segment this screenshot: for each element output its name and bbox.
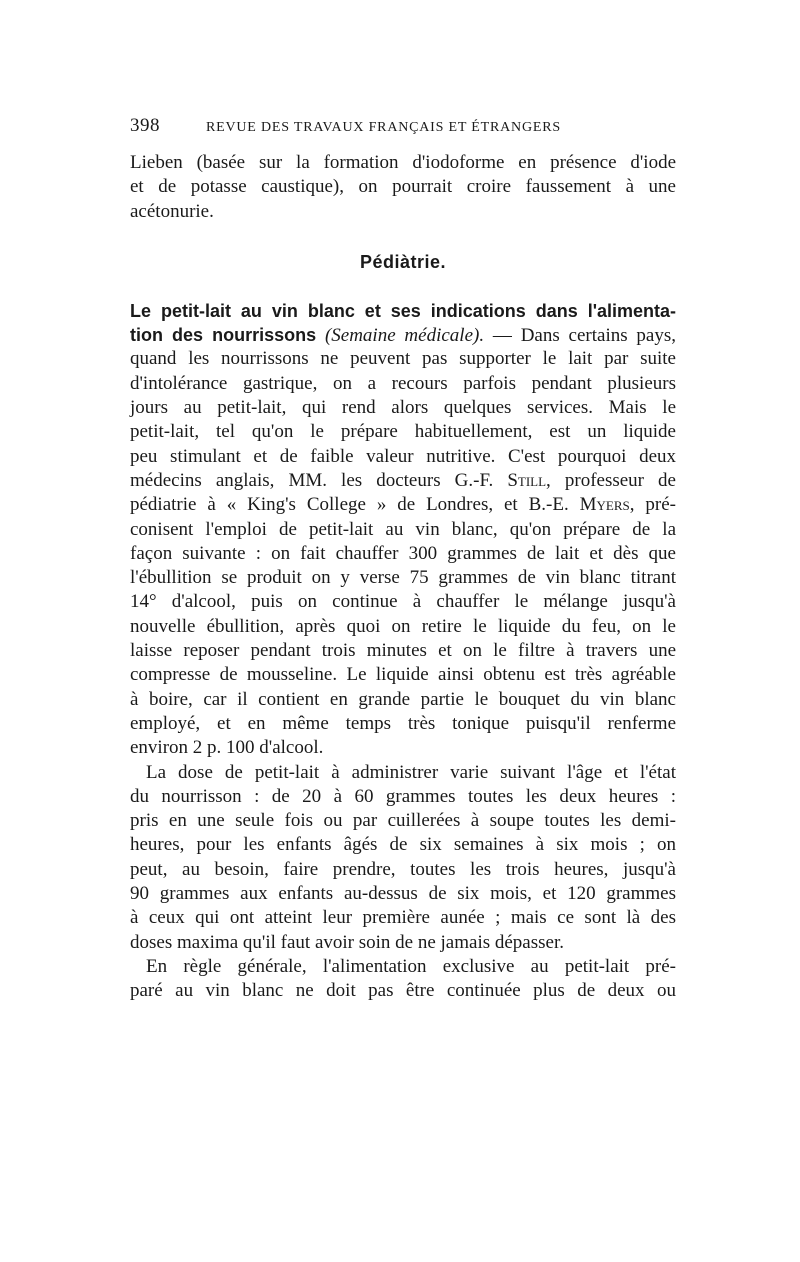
text-line: nouvelle ébullition, après quoi on retire le liquide du feu, on le — [130, 615, 676, 637]
text-segment: — Dans certains pays, — [484, 325, 676, 347]
article-source: (Semaine médicale). — [324, 325, 485, 347]
text-line: paré au vin blanc ne doit pas être continuée plus de deux ou — [130, 980, 676, 1002]
text-line: laisse reposer pendant trois minutes et on le filtre à travers une — [130, 640, 676, 662]
text-line: quand les nourrissons ne peuvent pas supporter le lait par suite — [130, 348, 676, 370]
article-title-cont: tion des nourrissons — [130, 325, 317, 346]
text-line: doses maxima qu'il faut avoir soin de ne jamais dépasser. — [130, 931, 564, 953]
text-line: environ 2 p. 100 d'alcool. — [130, 737, 324, 759]
text-line — [130, 323, 676, 347]
text-line: l'ébullition se produit on y verse 75 grammes de vin blanc titrant — [130, 567, 676, 589]
text-line: Lieben (basée sur la formation d'iodoforme en présence d'iode — [130, 152, 676, 173]
text-line: façon suivante : on fait chauffer 300 grammes de lait et dès que — [130, 542, 676, 564]
book-page — [130, 115, 676, 1004]
text-line — [130, 469, 676, 493]
text-segment: médecins anglais, MM. les docteurs G.-F. — [130, 469, 494, 491]
running-title: REVUE DES TRAVAUX FRANÇAIS ET ÉTRANGERS — [206, 120, 561, 135]
text-segment: pédiatrie à « King's College » de Londres, et B.-E. — [130, 494, 580, 516]
author-name: Still — [507, 469, 547, 491]
text-line: petit-lait, tel qu'on le prépare habituellement, est un liquide — [130, 421, 676, 443]
running-head — [130, 115, 676, 145]
text-line: conisent l'emploi de petit-lait au vin blanc, qu'on prépare de la — [130, 518, 676, 540]
section-heading: Pédiàtrie. — [359, 251, 447, 272]
article-paragraph — [130, 299, 676, 761]
text-line: peu stimulant et de faible valeur nutritive. C'est pourquoi deux — [130, 445, 676, 467]
text-line: peut, au besoin, faire prendre, toutes les trois heures, jusqu'à — [130, 858, 676, 880]
text-line: employé, et en même temps très tonique puisqu'il renferme — [130, 712, 676, 734]
text-segment: , pré- — [629, 494, 676, 516]
dosage-paragraph — [130, 761, 676, 955]
text-line: compresse de mousseline. Le liquide ainsi obtenu est très agréable — [130, 664, 676, 686]
text-segment: , professeur de — [546, 469, 676, 491]
text-line: acétonurie. — [130, 200, 214, 222]
text-line: d'intolérance gastrique, on a recours parfois pendant plusieurs — [130, 372, 676, 394]
page-number: 398 — [130, 115, 160, 136]
text-line: La dose de petit-lait à administrer varie suivant l'âge et l'état — [146, 761, 676, 783]
text-line: à boire, car il contient en grande partie le bouquet du vin blanc — [130, 688, 676, 710]
text-line: et de potasse caustique), on pourrait croire faussement à une — [130, 176, 676, 198]
text-line: 14° d'alcool, puis on continue à chauffer le mélange jusqu'à — [130, 591, 676, 613]
article-title-line — [130, 299, 676, 323]
text-line: heures, pour les enfants âgés de six semaines à six mois ; on — [130, 834, 676, 856]
text-line — [130, 493, 676, 517]
text-line: jours au petit-lait, qui rend alors quelques services. Mais le — [130, 397, 676, 419]
text-line: 90 grammes aux enfants au-dessus de six mois, et 120 grammes — [130, 883, 676, 905]
intro-paragraph — [130, 151, 676, 224]
text-line: à ceux qui ont atteint leur première aunée ; mais ce sont là des — [130, 907, 676, 929]
text-line: pris en une seule fois ou par cuillerées à soupe toutes les demi- — [130, 810, 676, 832]
author-name: Myers — [579, 494, 630, 516]
text-line: En règle générale, l'alimentation exclusive au petit-lait pré- — [146, 955, 676, 977]
text-line: du nourrisson : de 20 à 60 grammes toutes les deux heures : — [130, 785, 676, 807]
article-title: Le petit-lait au vin blanc et ses indications dans l'alimenta- — [130, 300, 676, 321]
general-rule-paragraph — [130, 955, 676, 1004]
